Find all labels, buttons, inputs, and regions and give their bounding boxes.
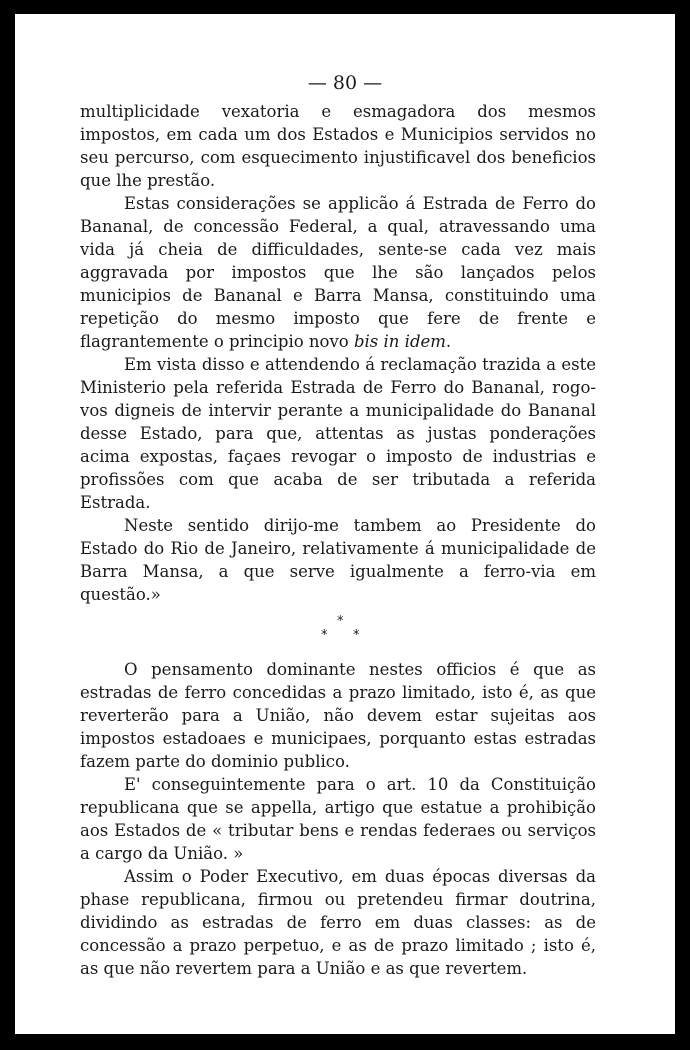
paragraph bbox=[80, 192, 596, 353]
italic-phrase: bis in idem bbox=[353, 332, 446, 351]
asterism-separator bbox=[315, 614, 371, 652]
paragraph: Em vista disso e attendendo á reclamação trazida a este Ministerio pela referida Estrada de Ferro do Bananal, rogo-vos digneis de intervir perante a municipalidade do Bananal desse Estado, para que, attentas as justas ponderações acima expostas, façaes revogar o imposto de industrias e profissões com que acaba de ser tributada a referida Estrada. bbox=[80, 355, 596, 512]
paragraph: multiplicidade vexatoria e esmagadora dos mesmos impostos, em cada um dos Estados e Municipios servidos no seu percurso, com esquecimento injustificavel dos beneficios que lhe prestão. bbox=[80, 102, 596, 190]
letter-text-block bbox=[80, 100, 596, 606]
paragraph: O pensamento dominante nestes officios é que as estradas de ferro concedidas a prazo limitado, isto é, as que reverterão para a União, não devem estar sujeitas aos impostos estadoaes e municipaes, porquanto estas estradas fazem parte do dominio publico. bbox=[80, 660, 596, 771]
page-number: — 80 — bbox=[307, 72, 383, 94]
separator-star: * bbox=[321, 628, 328, 643]
paragraph: E' conseguintemente para o art. 10 da Constituição republicana que se appella, artigo que estatue a prohibição aos Estados de « tributar bens e rendas federaes ou serviços a cargo da União. » bbox=[80, 775, 596, 863]
separator-star: * bbox=[353, 628, 360, 643]
paragraph: Neste sentido dirijo-me tambem ao Presidente do Estado do Rio de Janeiro, relativamente á municipalidade de Barra Mansa, a que serve igualmente a ferro-via em questão.» bbox=[80, 516, 596, 604]
separator-star: * bbox=[337, 614, 344, 629]
document-page bbox=[15, 14, 675, 1034]
paragraph-tail: . bbox=[445, 332, 452, 351]
paragraph: Assim o Poder Executivo, em duas épocas diversas da phase republicana, firmou ou pretendeu firmar doutrina, dividindo as estradas de ferro em duas classes: as de concessão a prazo perpetuo, e as de prazo limitado ; isto é, as que não revertem para a União e as que revertem. bbox=[80, 867, 596, 978]
paragraph-text: Estas considerações se applicão á Estrada de Ferro do Bananal, de concessão Federal, a qual, atravessando uma vida já cheia de difficuldades, sente-se cada vez mais aggravada por impostos que lhe são lançados pelos municipios de Bananal e Barra Mansa, constituindo uma repetição do mesmo imposto que fere de frente e flagrantemente o principio novo bbox=[80, 194, 596, 351]
commentary-text-block bbox=[80, 658, 596, 980]
